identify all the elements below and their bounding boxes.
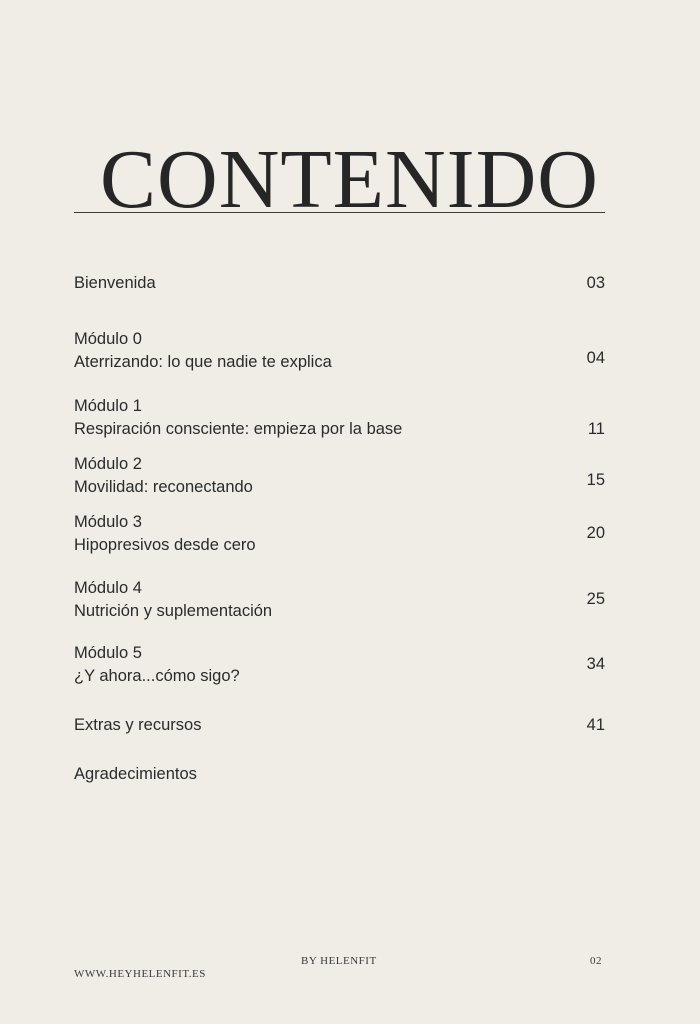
toc-entry-module: Módulo 3 bbox=[74, 513, 142, 531]
toc-entry-modulo-2[interactable] bbox=[74, 453, 605, 499]
toc-entry-page: 41 bbox=[586, 716, 605, 734]
toc-entry-page: 11 bbox=[587, 420, 605, 438]
toc-entry-module: Módulo 1 bbox=[74, 397, 142, 415]
toc-entry-title: Extras y recursos bbox=[74, 716, 202, 734]
toc-entry-title: Nutrición y suplementación bbox=[74, 602, 273, 620]
toc-entry-title: Hipopresivos desde cero bbox=[74, 536, 256, 554]
footer-byline: BY HELENFIT bbox=[301, 955, 377, 967]
toc-entry-agradecimientos[interactable] bbox=[74, 763, 605, 786]
toc-entry-page: 04 bbox=[586, 349, 605, 367]
toc-entry-page: 25 bbox=[586, 590, 605, 608]
toc-entry-bienvenida[interactable] bbox=[74, 272, 605, 295]
toc-entry-page: 20 bbox=[586, 524, 605, 542]
toc-entry-modulo-4[interactable] bbox=[74, 577, 605, 623]
footer-page-number: 02 bbox=[590, 955, 602, 967]
toc-entry-extras[interactable] bbox=[74, 714, 605, 737]
toc-entry-title: ¿Y ahora...cómo sigo? bbox=[74, 667, 240, 685]
toc-entry-modulo-1[interactable] bbox=[74, 395, 605, 441]
toc-entry-module: Módulo 4 bbox=[74, 579, 142, 597]
toc-entry-title: Aterrizando: lo que nadie te explica bbox=[74, 353, 332, 371]
footer-website[interactable]: WWW.HEYHELENFIT.ES bbox=[74, 968, 206, 980]
toc-entry-title: Respiración consciente: empieza por la base bbox=[74, 420, 403, 438]
toc-entry-page: 34 bbox=[586, 655, 605, 673]
toc-entry-module: Módulo 2 bbox=[74, 455, 142, 473]
page-title: CONTENIDO bbox=[100, 133, 599, 226]
table-of-contents bbox=[74, 0, 605, 1024]
toc-entry-module: Módulo 5 bbox=[74, 644, 142, 662]
toc-entry-title: Bienvenida bbox=[74, 274, 156, 292]
toc-entry-module: Módulo 0 bbox=[74, 330, 142, 348]
toc-entry-title: Movilidad: reconectando bbox=[74, 478, 253, 496]
toc-entry-title: Agradecimientos bbox=[74, 765, 197, 783]
toc-entry-page: 03 bbox=[586, 274, 605, 292]
toc-entry-modulo-5[interactable] bbox=[74, 642, 605, 688]
toc-entry-page: 15 bbox=[586, 471, 605, 489]
toc-entry-modulo-0[interactable] bbox=[74, 328, 605, 374]
toc-entry-modulo-3[interactable] bbox=[74, 511, 605, 557]
